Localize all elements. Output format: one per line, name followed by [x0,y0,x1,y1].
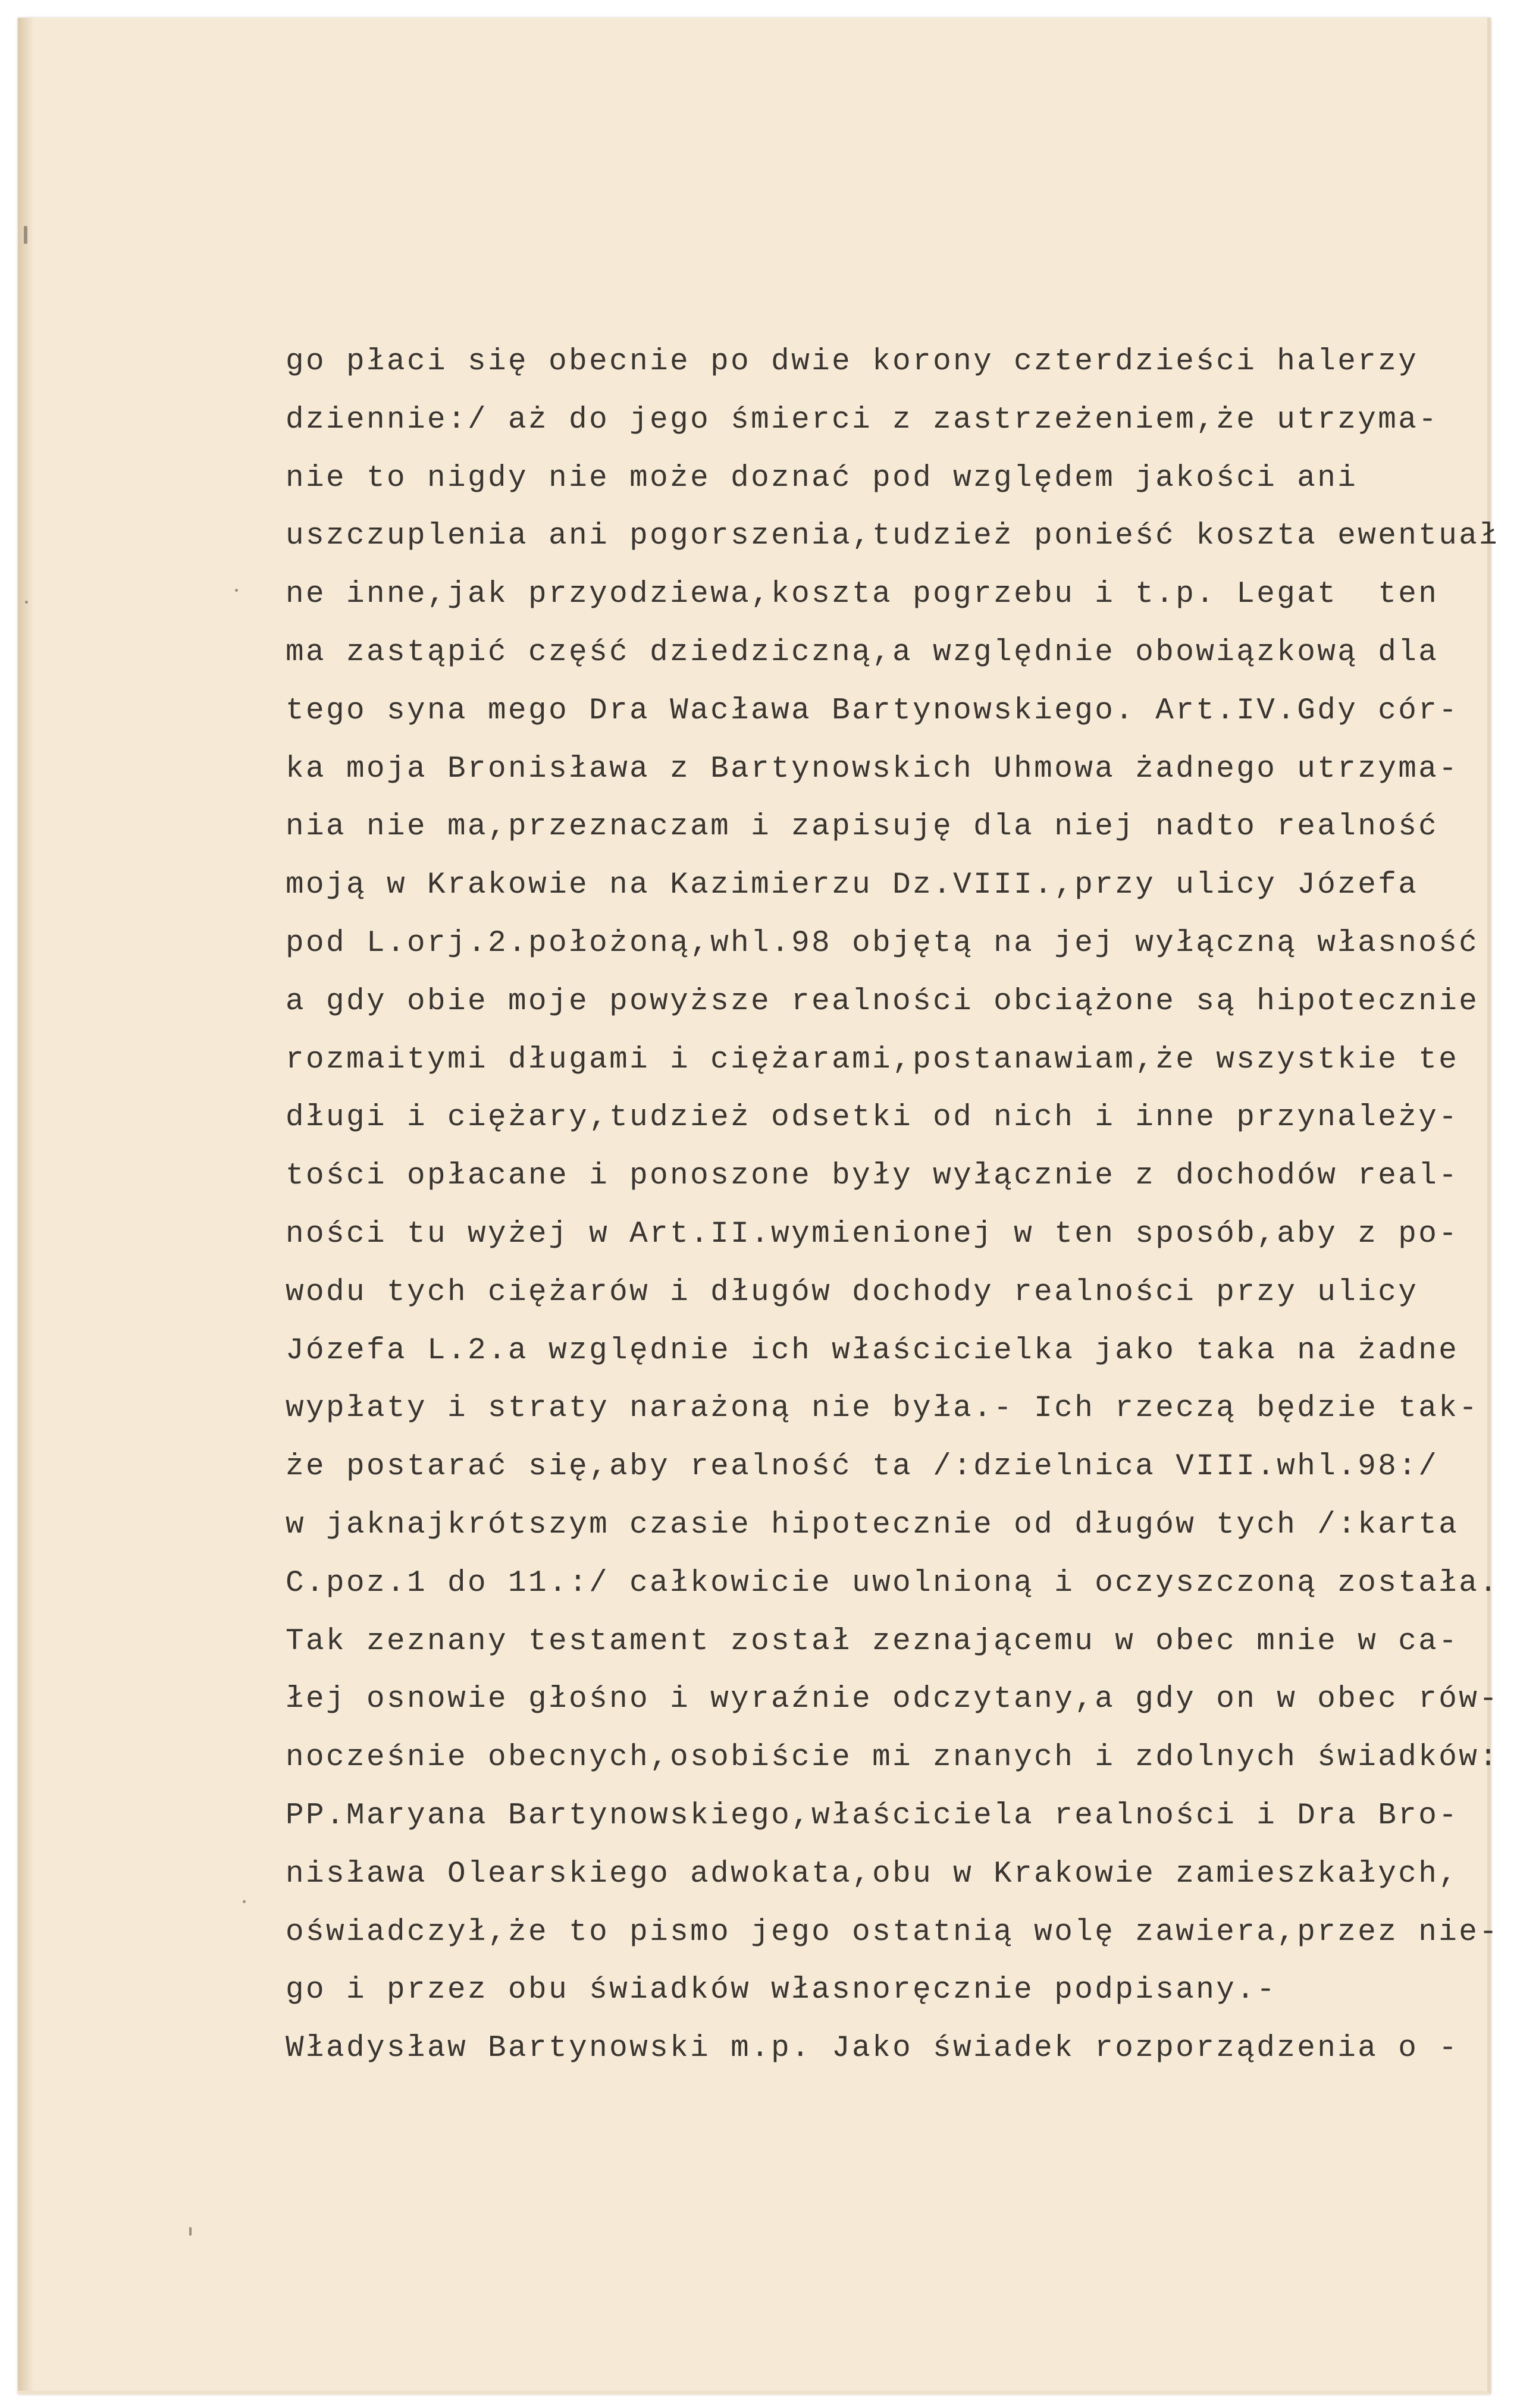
text-line: oświadczył,że to pismo jego ostatnią wolę zawiera,przez nie- [286,1915,1500,1949]
text-line: że postarać się,aby realność ta /:dzielnica VIII.whl.98:/ [286,1450,1439,1484]
text-line: pod L.orj.2.położoną,whl.98 objętą na jej wyłączną własność [286,926,1480,960]
text-line: moją w Krakowie na Kazimierzu Dz.VIII.,przy ulicy Józefa [286,868,1419,903]
text-line: Władysław Bartynowski m.p. Jako świadek rozporządzenia o - [286,2032,1459,2066]
text-line: ma zastąpić część dziedziczną,a względnie obowiązkową dla [286,635,1439,670]
text-line: uszczuplenia ani pogorszenia,tudzież ponieść koszta ewentuał [286,519,1500,554]
paper-speck [243,1900,246,1903]
text-line: rozmaitymi długami i ciężarami,postanawiam,że wszystkie te [286,1043,1459,1077]
text-line: go płaci się obecnie po dwie korony czterdzieści halerzy [286,345,1419,379]
text-line: C.poz.1 do 11.:/ całkowicie uwolnioną i oczyszczoną została. [286,1566,1500,1600]
text-line: a gdy obie moje powyższe realności obciążone są hipotecznie [286,984,1480,1019]
text-line: nocześnie obecnych,osobiście mi znanych i zdolnych świadków: [286,1741,1500,1775]
text-line: go i przez obu świadków własnoręcznie podpisany.- [286,1973,1277,2008]
text-line: wodu tych ciężarów i długów dochody realności przy ulicy [286,1275,1419,1310]
text-line: długi i ciężary,tudzież odsetki od nich i inne przynależy- [286,1101,1459,1135]
typed-text-body [286,333,1500,2078]
text-line: ne inne,jak przyodziewa,koszta pogrzebu i t.p. Legat ten [286,577,1439,612]
text-line: Józefa L.2.a względnie ich właścicielka jako taka na żadne [286,1333,1459,1368]
text-line: ka moja Bronisława z Bartynowskich Uhmowa żadnego utrzyma- [286,752,1459,786]
text-line: łej osnowie głośno i wyraźnie odczytany,a gdy on w obec rów- [286,1682,1500,1717]
text-line: nia nie ma,przeznaczam i zapisuję dla niej nadto realność [286,810,1439,844]
text-line: tego syna mego Dra Wacława Bartynowskiego. Art.IV.Gdy cór- [286,693,1459,728]
text-line: tości opłacane i ponoszone były wyłącznie z dochodów real- [286,1159,1459,1194]
text-line: ności tu wyżej w Art.II.wymienionej w ten sposób,aby z po- [286,1217,1459,1251]
text-line: w jaknajkrótszym czasie hipotecznie od długów tych /:karta [286,1508,1459,1542]
text-line: wypłaty i straty narażoną nie była.- Ich rzeczą będzie tak- [286,1392,1480,1426]
page-edge-shadow [18,18,35,2391]
text-line: nie to nigdy nie może doznać pod względem jakości ani [286,461,1358,495]
text-line: Tak zeznany testament został zeznającemu w obec mnie w ca- [286,1624,1459,1659]
paper-speck [24,226,27,244]
paper-speck [235,589,238,592]
paper-speck [189,2227,192,2236]
text-line: nisława Olearskiego adwokata,obu w Krakowie zamieszkałych, [286,1857,1459,1891]
text-line: PP.Maryana Bartynowskiego,właściciela realności i Dra Bro- [286,1798,1459,1833]
paper-speck [25,601,28,604]
text-line: dziennie:/ aż do jego śmierci z zastrzeżeniem,że utrzyma- [286,403,1439,437]
